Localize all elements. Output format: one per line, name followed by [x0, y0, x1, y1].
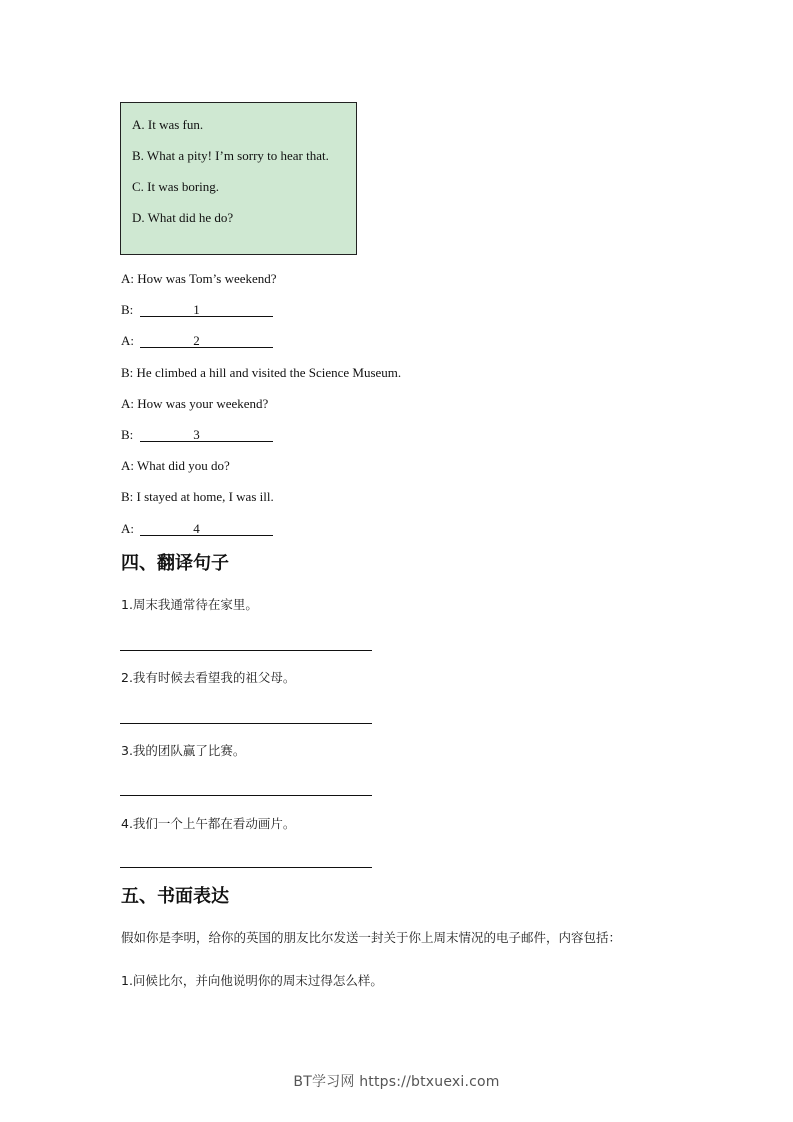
fill-in-blank-1[interactable]: 1 [140, 302, 273, 317]
dialogue-line: A: How was Tom’s weekend? [121, 271, 277, 286]
option-b: B. What a pity! I’m sorry to hear that. [132, 148, 329, 163]
section-heading-translate: 四、翻译句子 [121, 553, 229, 574]
translate-item-2: 2.我有时候去看望我的祖父母。 [121, 670, 296, 685]
speaker-label: A: [121, 333, 134, 348]
speaker-label: B: [121, 302, 134, 317]
writing-prompt: 假如你是李明，给你的英国的朋友比尔发送一封关于你上周末情况的电子邮件，内容包括： [121, 930, 622, 945]
footer-watermark: BT学习网 https://btxuexi.com [293, 1074, 500, 1090]
writing-point-1: 1.问候比尔，并向他说明你的周末过得怎么样。 [121, 973, 383, 988]
dialogue-line: A: How was your weekend? [121, 396, 269, 411]
translate-item-3: 3.我的团队赢了比赛。 [121, 743, 246, 758]
answer-line-2[interactable] [120, 723, 372, 724]
dialogue-line: A: What did you do? [121, 458, 230, 473]
translate-item-4: 4.我们一个上午都在看动画片。 [121, 816, 296, 831]
option-d: D. What did he do? [132, 210, 234, 225]
fill-in-blank-2[interactable]: 2 [140, 333, 273, 348]
answer-line-3[interactable] [120, 795, 372, 796]
speaker-label: A: [121, 521, 134, 536]
fill-in-blank-4[interactable]: 4 [140, 521, 273, 536]
dialogue-line: B: He climbed a hill and visited the Science Museum. [121, 365, 402, 380]
dialogue-line: B: I stayed at home, I was ill. [121, 489, 274, 504]
translate-item-1: 1.周末我通常待在家里。 [121, 597, 258, 612]
answer-line-4[interactable] [120, 867, 372, 868]
answer-line-1[interactable] [120, 650, 372, 651]
option-c: C. It was boring. [132, 179, 220, 194]
speaker-label: B: [121, 427, 134, 442]
section-heading-writing: 五、书面表达 [121, 886, 229, 907]
option-a: A. It was fun. [132, 117, 204, 132]
answer-options-box [120, 102, 357, 255]
fill-in-blank-3[interactable]: 3 [140, 427, 273, 442]
